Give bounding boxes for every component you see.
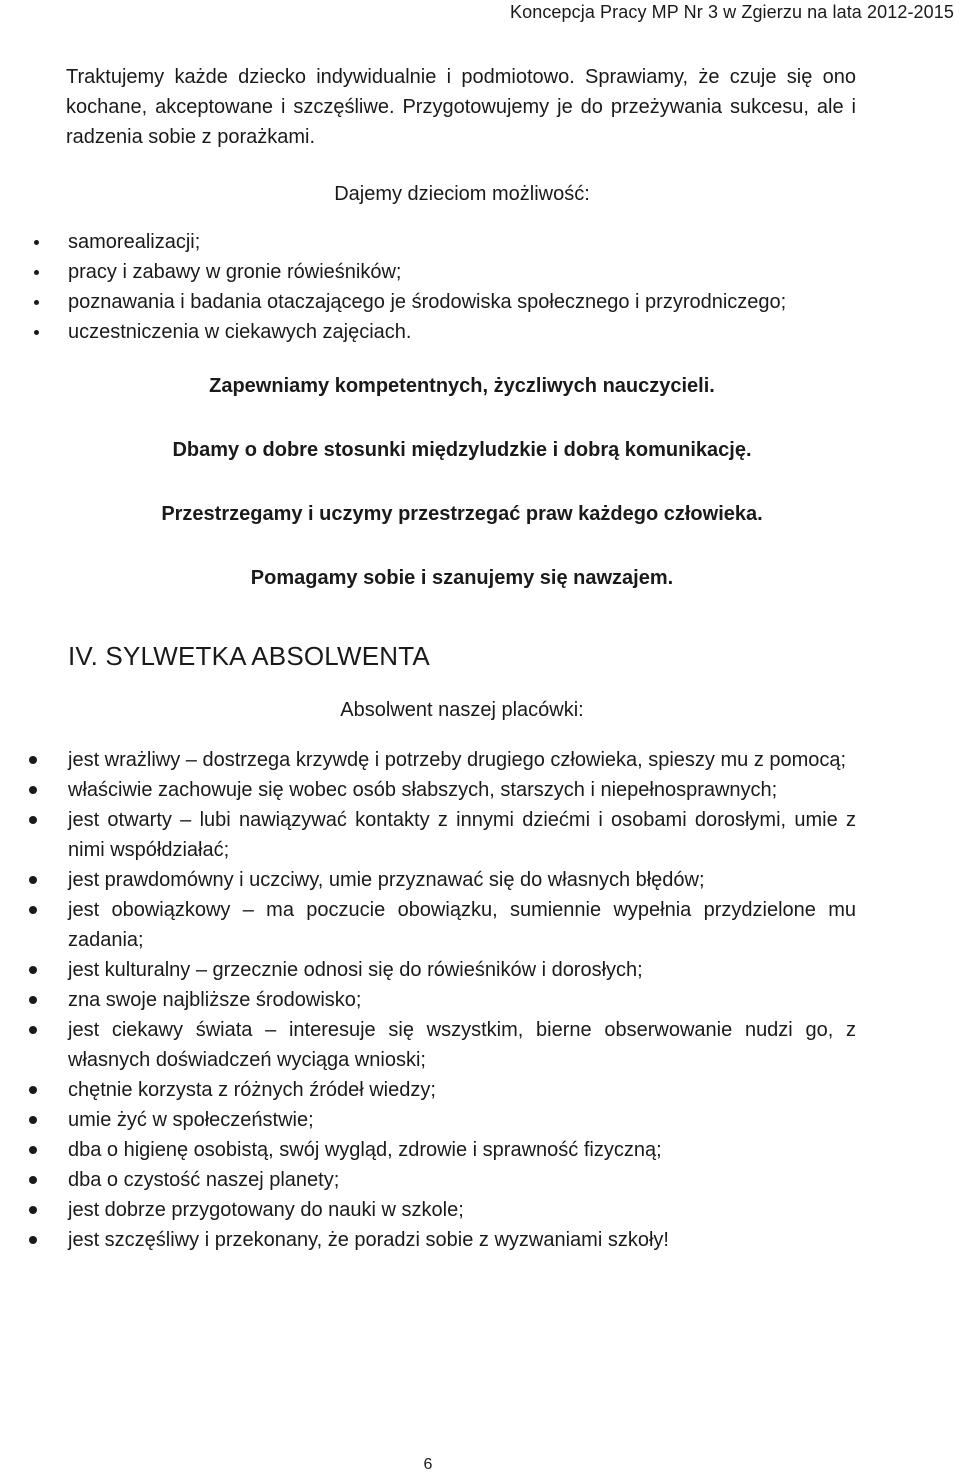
list-item: jest kulturalny – grzecznie odnosi się do rówieśników i dorosłych;: [68, 955, 856, 985]
opportunities-list: [68, 227, 856, 347]
document-body: [68, 62, 856, 1255]
document-header-title: Koncepcja Pracy MP Nr 3 w Zgierzu na lata 2012-2015: [510, 2, 954, 22]
graduate-profile-list: [68, 745, 856, 1255]
statement-relations: Dbamy o dobre stosunki międzyludzkie i dobrą komunikację.: [172, 439, 752, 461]
list-item: jest obowiązkowy – ma poczucie obowiązku, sumiennie wypełnia przydzielone mu zadania;: [68, 895, 856, 955]
statement-respect: Pomagamy sobie i szanujemy się nawzajem.: [250, 567, 674, 589]
section-subheading: Absolwent naszej placówki:: [340, 699, 584, 721]
list-item: pracy i zabawy w gronie rówieśników;: [68, 257, 856, 287]
list-item: zna swoje najbliższe środowisko;: [68, 985, 856, 1015]
list-item: jest szczęśliwy i przekonany, że poradzi sobie z wyzwaniami szkoły!: [68, 1225, 856, 1255]
list-item: samorealizacji;: [68, 227, 856, 257]
list-item: jest otwarty – lubi nawiązywać kontakty z innymi dziećmi i osobami dorosłymi, umie z nimi współdziałać;: [68, 805, 856, 865]
opportunities-heading: Dajemy dzieciom możliwość:: [334, 183, 590, 205]
list-item: jest dobrze przygotowany do nauki w szkole;: [68, 1195, 856, 1225]
list-item: jest wrażliwy – dostrzega krzywdę i potrzeby drugiego człowieka, spieszy mu z pomocą;: [68, 745, 856, 775]
list-item: dba o czystość naszej planety;: [68, 1165, 856, 1195]
list-item: właściwie zachowuje się wobec osób słabszych, starszych i niepełnosprawnych;: [68, 775, 856, 805]
list-item: jest ciekawy świata – interesuje się wszystkim, bierne obserwowanie nudzi go, z własnych doświadczeń wyciąga wnioski;: [68, 1015, 856, 1075]
intro-paragraph: Traktujemy każde dziecko indywidualnie i podmiotowo. Sprawiamy, że czuje się ono kochane, akceptowane i szczęśliwe. Przygotowujemy je do przeżywania sukcesu, ale i radzenia sobie z porażkami.: [66, 66, 856, 148]
list-item: jest prawdomówny i uczciwy, umie przyznawać się do własnych błędów;: [68, 865, 856, 895]
statement-teachers: Zapewniamy kompetentnych, życzliwych nauczycieli.: [209, 375, 715, 397]
page-number: 6: [423, 1456, 433, 1473]
list-item: umie żyć w społeczeństwie;: [68, 1105, 856, 1135]
section-heading: IV. SYLWETKA ABSOLWENTA: [68, 641, 430, 671]
list-item: uczestniczenia w ciekawych zajęciach.: [68, 317, 856, 347]
statement-rights: Przestrzegamy i uczymy przestrzegać praw każdego człowieka.: [161, 503, 763, 525]
list-item: dba o higienę osobistą, swój wygląd, zdrowie i sprawność fizyczną;: [68, 1135, 856, 1165]
list-item: poznawania i badania otaczającego je środowiska społecznego i przyrodniczego;: [68, 287, 856, 317]
list-item: chętnie korzysta z różnych źródeł wiedzy;: [68, 1075, 856, 1105]
